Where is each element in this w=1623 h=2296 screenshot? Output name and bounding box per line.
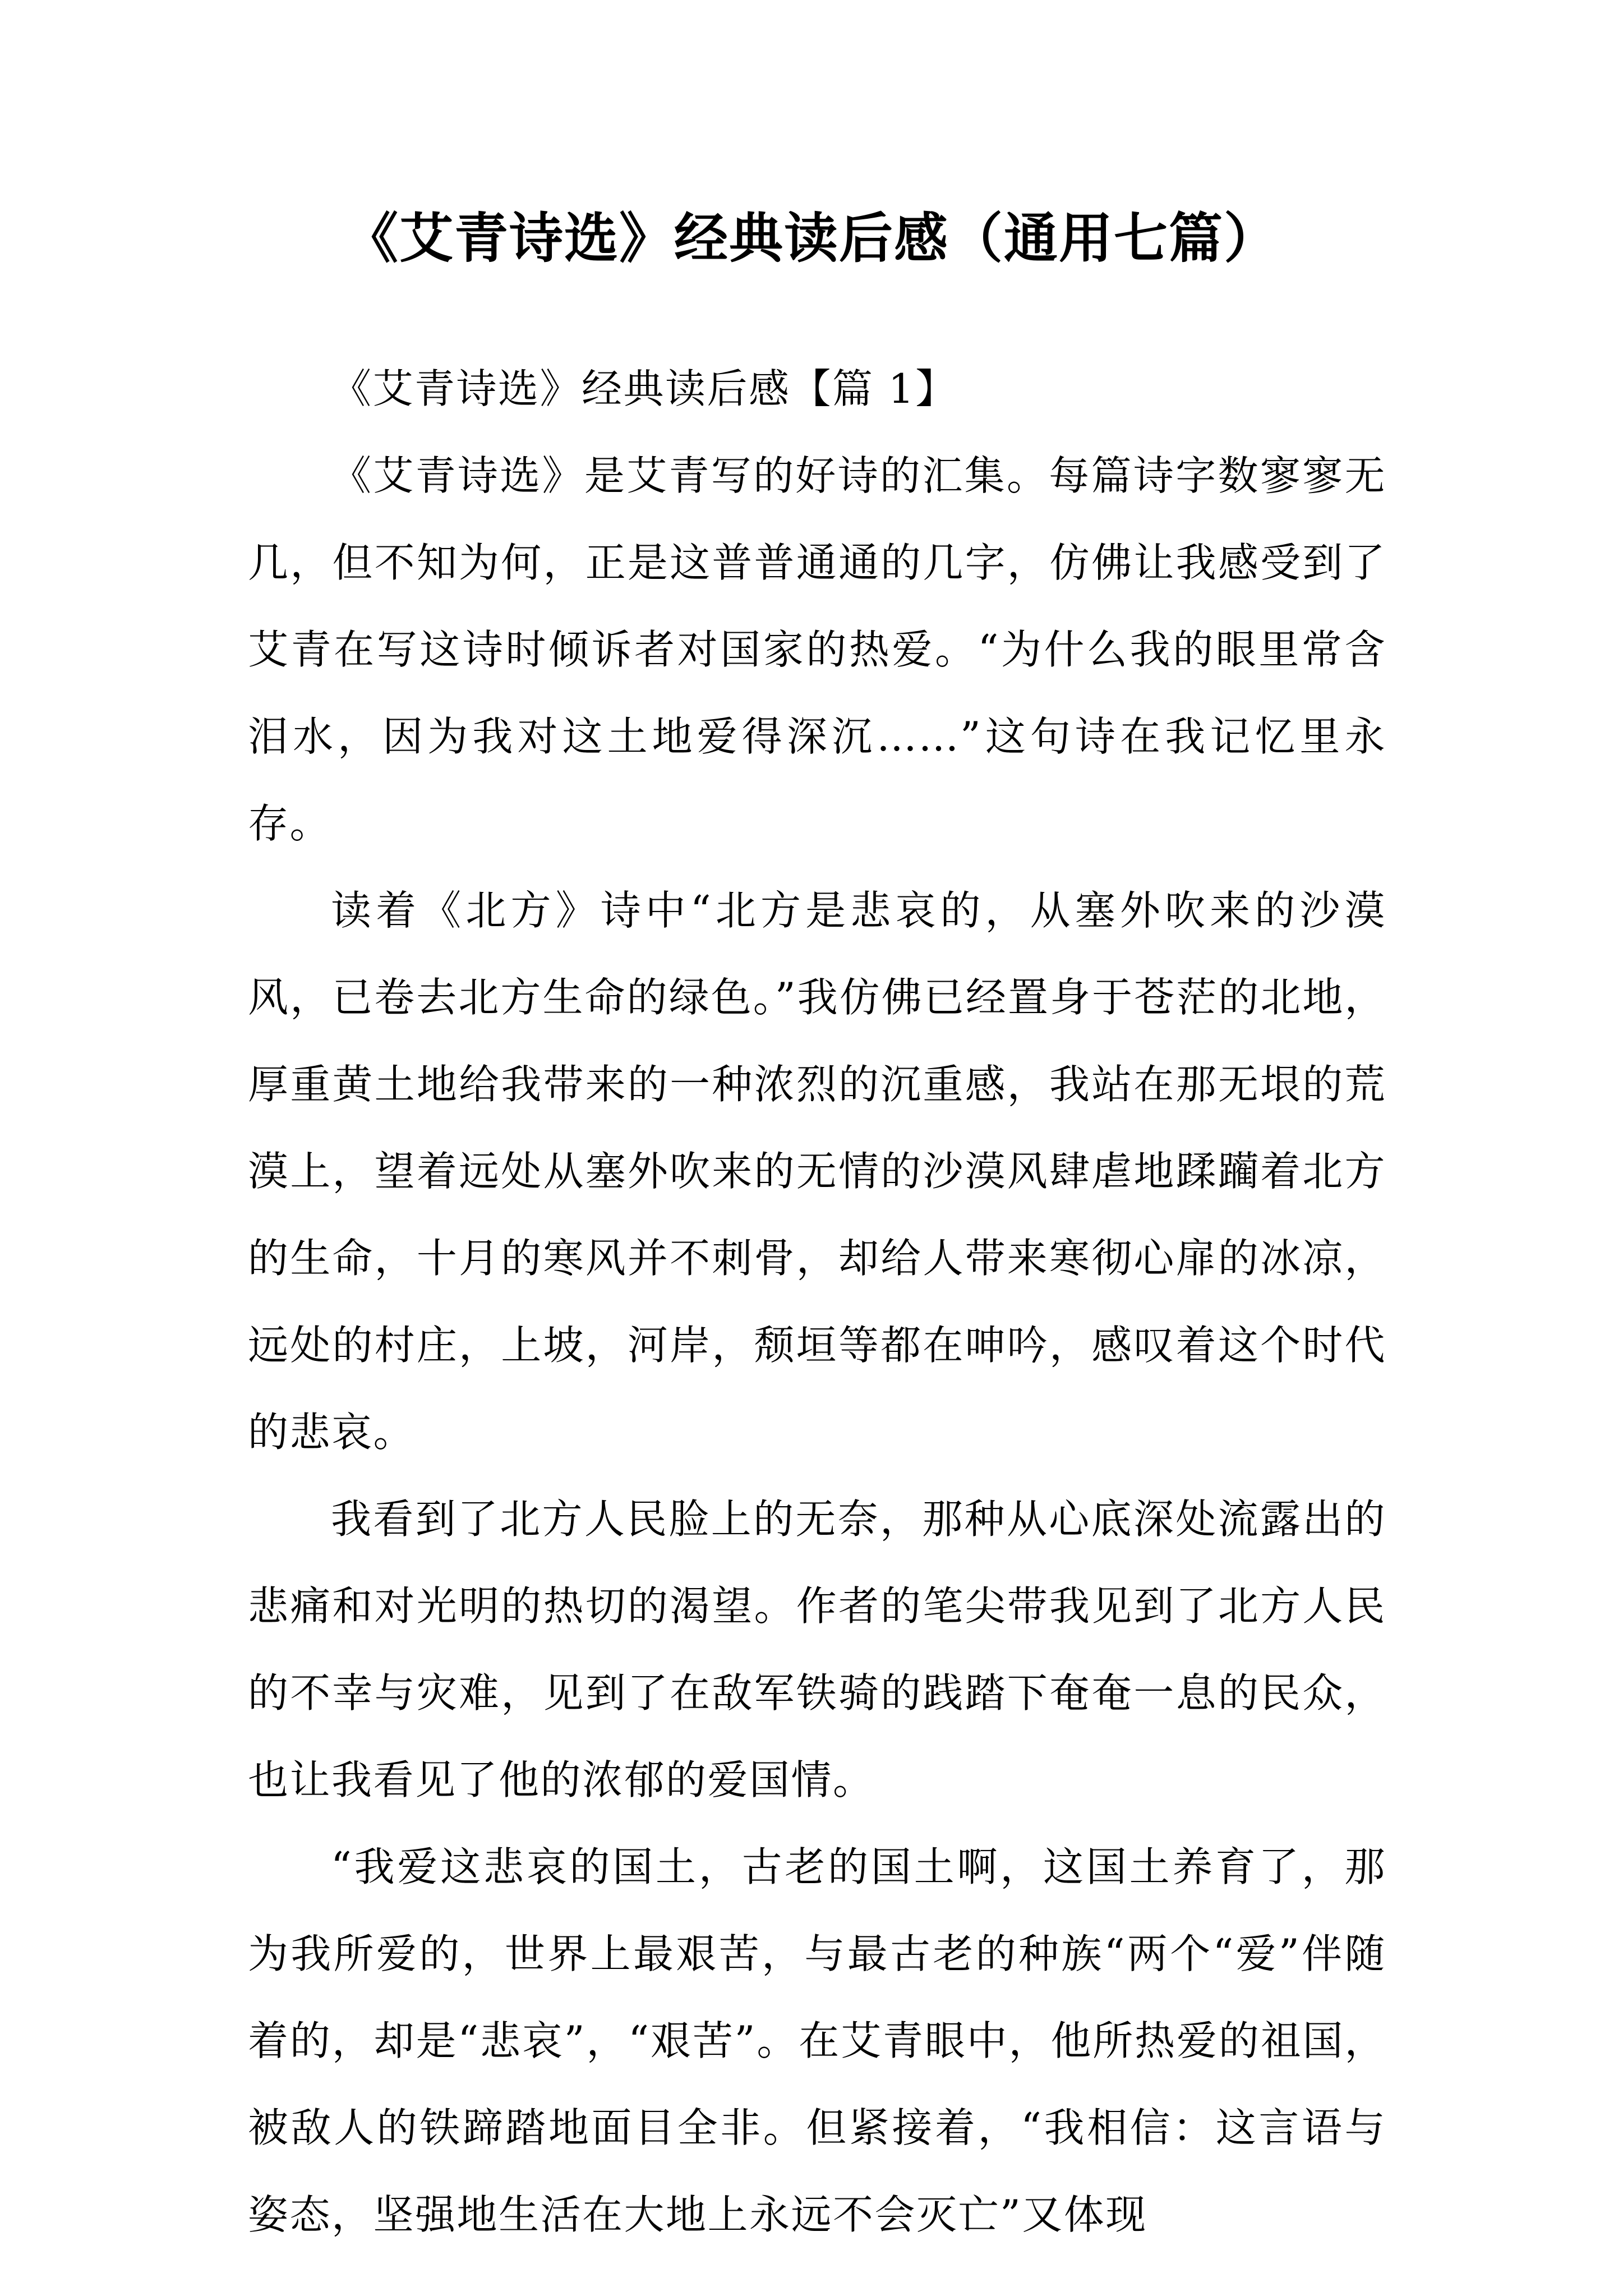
paragraph-1: 《艾青诗选》是艾青写的好诗的汇集。每篇诗字数寥寥无几，但不知为何，正是这普普通通的几字，仿佛让我感受到了艾青在写这诗时倾诉者对国家的热爱。“为什么我的眼里常含泪水，因为我对这土地爱得深沉……”这句诗在我记忆里永存。 xyxy=(248,452,1386,847)
document-body xyxy=(248,346,1386,2258)
document-title: 《艾青诗选》经典读后感（通用七篇） xyxy=(344,206,1279,270)
paragraph-3: 我看到了北方人民脸上的无奈，那种从心底深处流露出的悲痛和对光明的热切的渴望。作者的笔尖带我见到了北方人民的不幸与灾难，见到了在敌军铁骑的践踏下奄奄一息的民众，也让我看见了他的浓郁的爱国情。 xyxy=(248,1496,1386,1803)
paragraph-2: 读着《北方》诗中“北方是悲哀的，从塞外吹来的沙漠风，已卷去北方生命的绿色。”我仿佛已经置身于苍茫的北地，厚重黄土地给我带来的一种浓烈的沉重感，我站在那无垠的荒漠上，望着远处从塞外吹来的无情的沙漠风肆虐地蹂躏着北方的生命，十月的寒风并不刺骨，却给人带来寒彻心扉的冰凉，远处的村庄，上坡，河岸，颓垣等都在呻吟，感叹着这个时代的悲哀。 xyxy=(248,887,1386,1456)
section-heading: 《艾青诗选》经典读后感【篇 1】 xyxy=(331,365,957,412)
paragraph-4: “我爱这悲哀的国土，古老的国土啊，这国土养育了，那为我所爱的，世界上最艰苦，与最古老的种族“两个“爱”伴随着的，却是“悲哀”，“艰苦”。在艾青眼中，他所热爱的祖国，被敌人的铁蹄踏地面目全非。但紧接着，“我相信：这言语与姿态，坚强地生活在大地上永远不会灭亡”又体现 xyxy=(248,1843,1386,2238)
